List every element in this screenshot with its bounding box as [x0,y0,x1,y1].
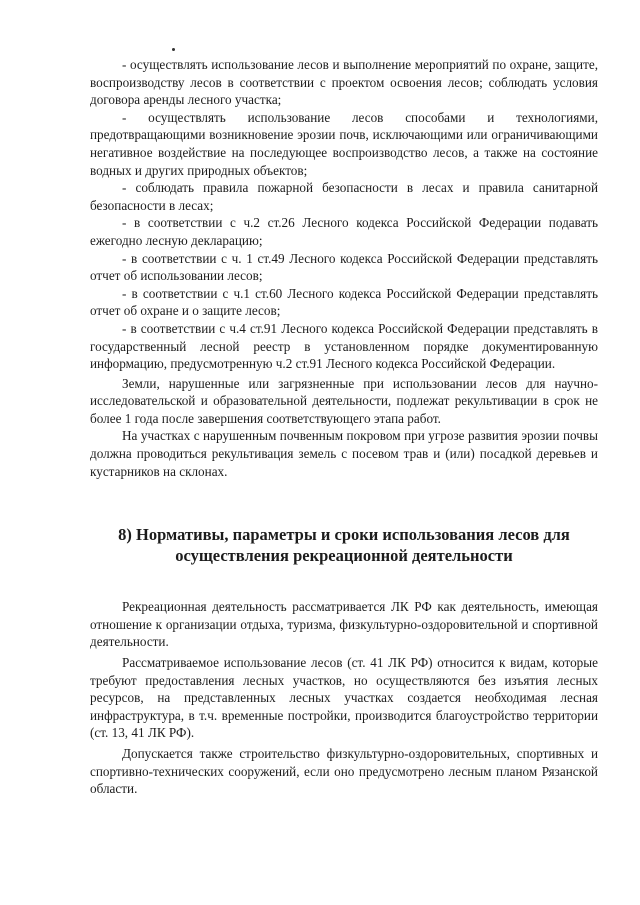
list-item: - в соответствии с ч.2 ст.26 Лесного кодекса Российской Федерации подавать ежегодно лесную декларацию; [90,215,598,248]
list-item: - осуществлять использование лесов и выполнение мероприятий по охране, защите, воспроизводству лесов в соответствии с проектом освоения лесов; соблюдать условия договора аренды лесного участка; [90,57,598,108]
paragraph: Допускается также строительство физкультурно-оздоровительных, спортивных и спортивно-технических сооружений, если оно предусмотрено лесным планом Рязанской области. [90,746,598,797]
list-item: - соблюдать правила пожарной безопасности в лесах и правила санитарной безопасности в лесах; [90,180,598,213]
list-item: - в соответствии с ч. 1 ст.49 Лесного кодекса Российской Федерации представлять отчет об использовании лесов; [90,250,598,284]
scan-speck [172,48,175,51]
paragraph: Земли, нарушенные или загрязненные при использовании лесов для научно-исследовательской и образовательной деятельности, подлежат рекультивации в срок не более 1 года после завершения соответствующего этапа работ. [90,375,598,426]
paragraph: Рекреационная деятельность рассматривается ЛК РФ как деятельность, имеющая отношение к организации отдыха, туризма, физкультурно-оздоровительной и спортивной деятельности. [90,599,598,650]
list-item: - осуществлять использование лесов способами и технологиями, предотвращающими возникновение эрозии почв, исключающими или ограничивающими негативное воздействие на последующее воспроизводство лесов, а также на состояние водных и других природных объектов; [90,109,598,178]
section-heading: 8) Нормативы, параметры и сроки использования лесов для осуществления рекреационной деятельности [118,525,570,566]
list-item: - в соответствии с ч.4 ст.91 Лесного кодекса Российской Федерации представлять в государственный лесной реестр в установленном порядке документированную информацию, предусмотренную ч.2 ст.91 Лесного кодекса Российской Федерации. [90,320,598,372]
paragraph: Рассматриваемое использование лесов (ст. 41 ЛК РФ) относится к видам, которые требуют предоставления лесных участков, но осуществляются без изъятия лесных ресурсов, на представленных лесных участках создается необходимая лесная инфраструктура, в т.ч. временные постройки, производится благоустройство территории (ст. 13, 41 ЛК РФ). [90,655,598,741]
document-body [90,56,598,801]
list-item: - в соответствии с ч.1 ст.60 Лесного кодекса Российской Федерации представлять отчет об охране и о защите лесов; [90,285,598,319]
paragraph: На участках с нарушенным почвенным покровом при угрозе развития эрозии почвы должна проводиться рекультивация земель с посевом трав и (или) посадкой деревьев и кустарников на склонах. [90,428,598,479]
